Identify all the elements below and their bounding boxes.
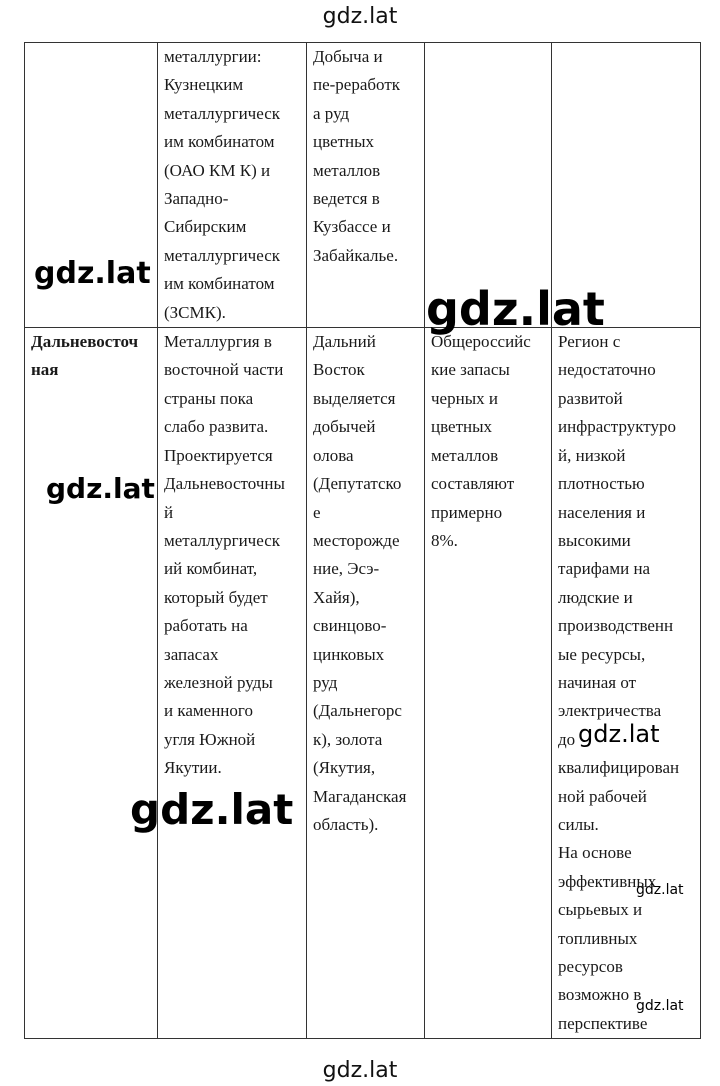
cell-text-line: Хайя), bbox=[313, 587, 360, 607]
cell-text-line: (ОАО КМ К) и bbox=[164, 160, 271, 180]
cell-text-line: Кузбассе и bbox=[313, 217, 391, 237]
cell-text-line: олова bbox=[313, 445, 354, 465]
header-watermark: gdz.lat bbox=[322, 4, 398, 29]
cell-text-line: ресурсов bbox=[558, 957, 623, 976]
cell-text-line: (Якутия, bbox=[313, 758, 376, 778]
cell-text-line: область). bbox=[313, 814, 379, 834]
cell-text-line: угля Южной bbox=[164, 729, 256, 749]
cell-text-line: металлов bbox=[313, 160, 381, 180]
cell-text-line: восточной части bbox=[164, 360, 284, 380]
cell-text-line: и каменного bbox=[164, 701, 253, 721]
cell-text-line: добычей bbox=[313, 417, 376, 437]
row2-reserves-cell bbox=[425, 328, 552, 1039]
cell-text-line: производственн bbox=[558, 616, 674, 636]
cell-text-line: им комбинатом bbox=[164, 132, 275, 152]
cell-text-line: Добыча и bbox=[313, 47, 383, 66]
cell-text-line: людские и bbox=[558, 587, 633, 607]
watermark-overlay: gdz.lat bbox=[578, 720, 660, 748]
cell-text-line: инфраструктуро bbox=[558, 417, 676, 437]
watermark-overlay: gdz.lat bbox=[46, 472, 155, 505]
cell-text-line: ная bbox=[31, 360, 59, 380]
cell-text-line: эффективных bbox=[558, 871, 657, 891]
cell-text-line: работать на bbox=[164, 616, 248, 636]
cell-text-line: сырьевых и bbox=[558, 900, 643, 920]
row1-metallurgy-cell bbox=[158, 43, 307, 328]
row2-problems-cell bbox=[552, 328, 701, 1039]
cell-text-line: й, низкой bbox=[558, 445, 626, 465]
cell-text-line: квалифицирован bbox=[558, 758, 680, 778]
cell-text-line: Якутии. bbox=[164, 758, 222, 778]
cell-text-line: месторожде bbox=[313, 530, 400, 550]
cell-text-line: тарифами на bbox=[558, 559, 651, 579]
cell-text-line: выделяется bbox=[313, 388, 396, 408]
cell-text-line: металлургическ bbox=[164, 245, 280, 265]
cell-text-line: 8%. bbox=[431, 530, 458, 550]
cell-text-line: ние, Эсэ- bbox=[313, 559, 380, 579]
cell-text-line: Магаданская bbox=[313, 786, 407, 806]
cell-text-line: к), золота bbox=[313, 729, 383, 749]
cell-text-line: пе-реработк bbox=[313, 75, 401, 95]
cell-text-line: Металлургия в bbox=[164, 332, 272, 352]
cell-text-line: руд bbox=[313, 672, 338, 692]
cell-text-line: развитой bbox=[558, 388, 623, 408]
row1-mining-cell bbox=[307, 43, 425, 328]
cell-text-line: населения и bbox=[558, 502, 646, 522]
cell-text-line: Западно- bbox=[164, 189, 229, 209]
cell-text-line: до bbox=[558, 729, 576, 749]
cell-text-line: На основе bbox=[558, 843, 632, 863]
cell-text-line: Забайкалье. bbox=[313, 245, 399, 265]
cell-text-line: Проектируется bbox=[164, 445, 273, 465]
cell-text-line: слабо развита. bbox=[164, 417, 269, 437]
row2-region-cell bbox=[25, 328, 158, 1039]
data-table bbox=[24, 42, 701, 1039]
cell-text-line: черных и bbox=[431, 388, 498, 408]
cell-text-line: плотностью bbox=[558, 474, 645, 494]
cell-text-line: железной руды bbox=[164, 672, 273, 692]
watermark-overlay: gdz.lat bbox=[130, 785, 294, 834]
cell-text-line: (Дальнегорс bbox=[313, 701, 402, 721]
cell-text-line: свинцово- bbox=[313, 616, 387, 636]
watermark-overlay: gdz.lat bbox=[426, 282, 605, 336]
row2-metallurgy-cell bbox=[158, 328, 307, 1039]
cell-text-line: Восток bbox=[313, 360, 365, 380]
cell-text-line: Дальний bbox=[313, 332, 376, 352]
cell-text-line: топливных bbox=[558, 928, 638, 948]
cell-text-line: Кузнецким bbox=[164, 75, 244, 95]
row2-mining-cell bbox=[307, 328, 425, 1039]
cell-text-line: силы. bbox=[558, 814, 599, 834]
cell-text-line: Сибирским bbox=[164, 217, 247, 237]
cell-text-line: а руд bbox=[313, 103, 350, 123]
cell-text-line: е bbox=[313, 502, 321, 522]
cell-text-line: цветных bbox=[431, 417, 493, 437]
cell-text-line: Дальневосточ bbox=[31, 332, 139, 352]
cell-text-line: возможно в bbox=[558, 985, 642, 1005]
cell-text-line: ведется в bbox=[313, 189, 380, 209]
cell-text-line: металлургическ bbox=[164, 103, 280, 123]
cell-text-line: ной рабочей bbox=[558, 786, 647, 806]
cell-text-line: страны пока bbox=[164, 388, 254, 408]
footer-watermark: gdz.lat bbox=[322, 1058, 398, 1083]
cell-text-line: металлургическ bbox=[164, 530, 280, 550]
watermark-overlay: gdz.lat bbox=[34, 256, 151, 291]
cell-text-line: металлов bbox=[431, 445, 499, 465]
cell-text-line: металлургии: bbox=[164, 47, 262, 66]
cell-text-line: (ЗСМК). bbox=[164, 302, 226, 322]
cell-text-line: Регион с bbox=[558, 332, 621, 352]
cell-text-line: который будет bbox=[164, 587, 268, 607]
cell-text-line: недостаточно bbox=[558, 360, 656, 380]
cell-text-line: цветных bbox=[313, 132, 375, 152]
cell-text-line: цинковых bbox=[313, 644, 385, 664]
cell-text-line: (Депутатско bbox=[313, 474, 402, 494]
cell-text-line: перспективе bbox=[558, 1013, 648, 1033]
cell-text-line: электричества bbox=[558, 701, 662, 721]
cell-text-line: ые ресурсы, bbox=[558, 644, 646, 664]
cell-text-line: Общероссийс bbox=[431, 332, 531, 352]
cell-text-line: составляют bbox=[431, 474, 515, 494]
table-row bbox=[25, 328, 701, 1039]
cell-text-line: им комбинатом bbox=[164, 274, 275, 294]
cell-text-line: высокими bbox=[558, 530, 631, 550]
watermark-overlay: gdz.lat bbox=[636, 882, 684, 898]
cell-text-line: запасах bbox=[164, 644, 219, 664]
cell-text-line: ий комбинат, bbox=[164, 559, 258, 579]
cell-text-line: кие запасы bbox=[431, 360, 510, 380]
cell-text-line: начиная от bbox=[558, 672, 637, 692]
watermark-overlay: gdz.lat bbox=[636, 998, 684, 1014]
cell-text-line: Дальневосточны bbox=[164, 474, 285, 494]
cell-text-line: й bbox=[164, 502, 174, 522]
cell-text-line: примерно bbox=[431, 502, 503, 522]
